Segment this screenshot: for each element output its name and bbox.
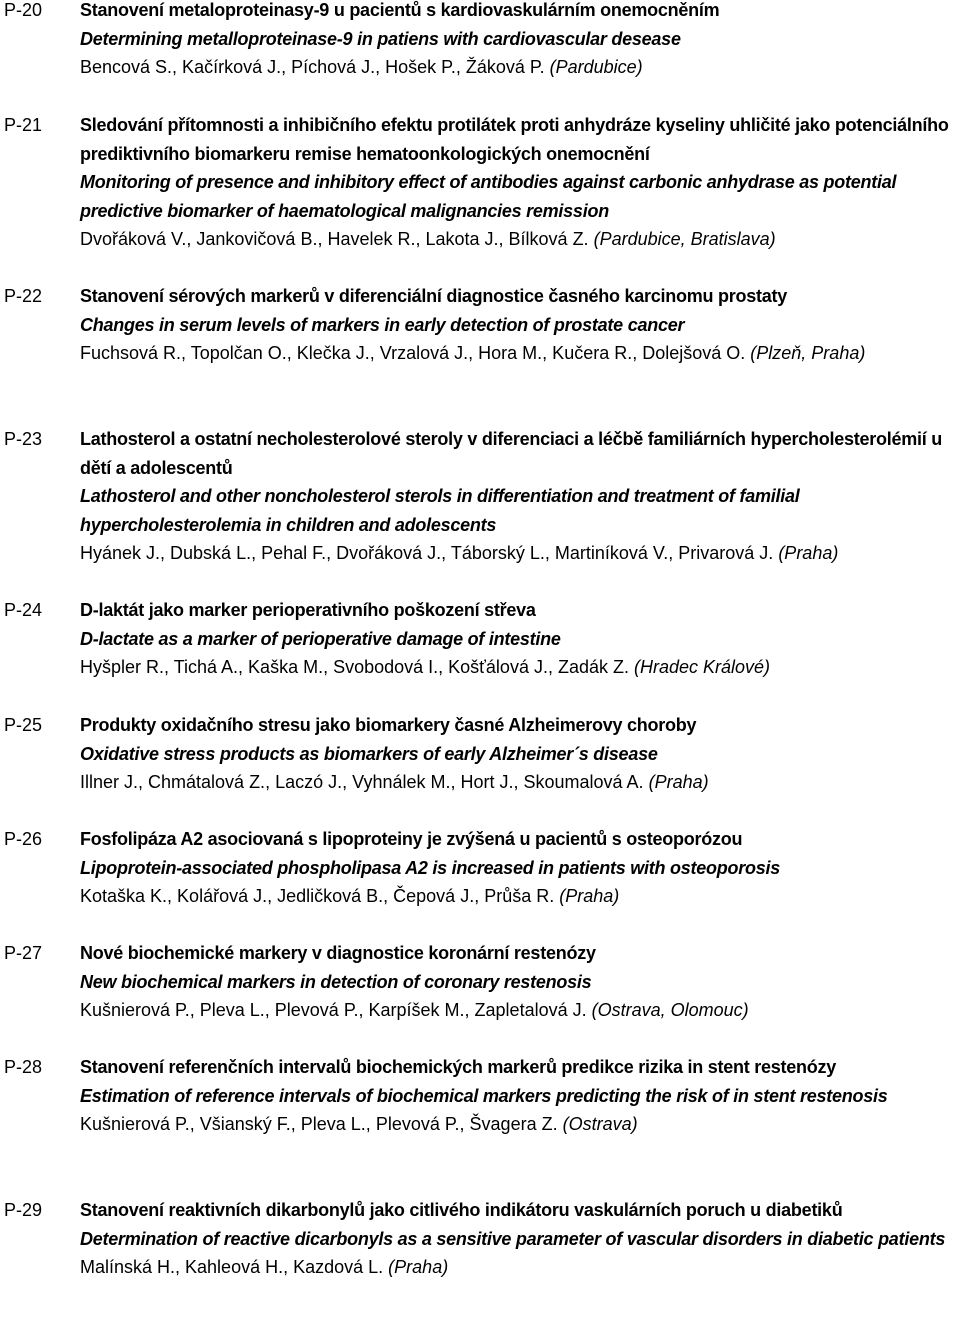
poster-code: P-21 bbox=[4, 115, 43, 135]
poster-place: (Praha) bbox=[559, 886, 620, 907]
poster-authors-line bbox=[80, 653, 960, 682]
poster-authors: Illner J., Chmátalová Z., Laczó J., Vyhnálek M., Hort J., Skoumalová A. bbox=[80, 772, 644, 793]
poster-authors-line bbox=[80, 1253, 960, 1282]
poster-title-en: Oxidative stress products as biomarkers of early Alzheimer´s disease bbox=[80, 743, 658, 764]
poster-place: (Ostrava) bbox=[562, 1114, 638, 1135]
poster-title-cz: Nové biochemické markery v diagnostice koronární restenózy bbox=[80, 943, 596, 963]
poster-title-cz: Stanovení referenčních intervalů biochemických markerů predikce rizika in stent restenózy bbox=[80, 1057, 837, 1077]
poster-code: P-22 bbox=[4, 286, 43, 306]
poster-authors-line bbox=[80, 768, 960, 797]
poster-authors-line bbox=[80, 53, 960, 82]
poster-title-en: Monitoring of presence and inhibitory effect of antibodies against carbonic anhydrase as potential predictive biomarker of haematological malignancies remission bbox=[80, 172, 897, 221]
poster-code: P-28 bbox=[4, 1057, 43, 1077]
poster-title-cz: Stanovení reaktivních dikarbonylů jako citlivého indikátoru vaskulárních poruch u diabetiků bbox=[80, 1200, 843, 1220]
poster-place: (Hradec Králové) bbox=[634, 657, 771, 678]
poster-title-cz: Stanovení sérových markerů v diferenciální diagnostice časného karcinomu prostaty bbox=[80, 286, 788, 306]
poster-authors: Kušnierová P., Všianský F., Pleva L., Plevová P., Švagera Z. bbox=[80, 1114, 558, 1135]
poster-title-en: Lipoprotein-associated phospholipasa A2 is increased in patients with osteoporosis bbox=[80, 857, 780, 878]
poster-authors: Dvořáková V., Jankovičová B., Havelek R., Lakota J., Bílková Z. bbox=[80, 229, 589, 250]
poster-authors: Hyánek J., Dubská L., Pehal F., Dvořáková J., Táborský L., Martiníková V., Privarová J. bbox=[80, 543, 774, 564]
poster-title-en: Determination of reactive dicarbonyls as a sensitive parameter of vascular disorders in diabetic patients bbox=[80, 1228, 946, 1249]
poster-authors-line bbox=[80, 539, 960, 568]
poster-title-cz: Produkty oxidačního stresu jako biomarkery časné Alzheimerovy choroby bbox=[80, 715, 697, 735]
poster-title-en: Estimation of reference intervals of biochemical markers predicting the risk of in stent restenosis bbox=[80, 1085, 888, 1106]
poster-authors-line bbox=[80, 996, 960, 1025]
poster-code: P-26 bbox=[4, 829, 43, 849]
poster-title-cz: Lathosterol a ostatní necholesterolové steroly v diferenciaci a léčbě familiárních hypercholesterolémií u dětí a adolescentů bbox=[80, 429, 943, 478]
poster-code: P-20 bbox=[4, 0, 43, 20]
poster-title-en: Changes in serum levels of markers in early detection of prostate cancer bbox=[80, 314, 685, 335]
poster-place: (Ostrava, Olomouc) bbox=[591, 1000, 749, 1021]
poster-title-en: D-lactate as a marker of perioperative damage of intestine bbox=[80, 628, 561, 649]
poster-title-cz: Sledování přítomnosti a inhibičního efektu protilátek proti anhydráze kyseliny uhličité jako potenciálního prediktivního biomarkeru remise hematoonkologických onemocnění bbox=[80, 115, 949, 164]
poster-place: (Praha) bbox=[648, 772, 709, 793]
poster-authors: Fuchsová R., Topolčan O., Klečka J., Vrzalová J., Hora M., Kučera R., Dolejšová O. bbox=[80, 343, 746, 364]
poster-title-cz: Fosfolipáza A2 asociovaná s lipoproteiny je zvýšená u pacientů s osteoporózou bbox=[80, 829, 743, 849]
poster-code: P-25 bbox=[4, 715, 43, 735]
poster-authors: Hyšpler R., Tichá A., Kaška M., Svobodová I., Košťálová J., Zadák Z. bbox=[80, 657, 629, 678]
poster-place: (Pardubice, Bratislava) bbox=[593, 229, 776, 250]
poster-title-cz: Stanovení metaloproteinasy-9 u pacientů s kardiovaskulárním onemocněním bbox=[80, 0, 720, 20]
poster-authors: Kušnierová P., Pleva L., Plevová P., Karpíšek M., Zapletalová J. bbox=[80, 1000, 587, 1021]
poster-title-en: Determining metalloproteinase-9 in patiens with cardiovascular desease bbox=[80, 28, 681, 49]
poster-authors: Malínská H., Kahleová H., Kazdová L. bbox=[80, 1257, 384, 1278]
poster-authors: Bencová S., Kačírková J., Píchová J., Hošek P., Žáková P. bbox=[80, 57, 545, 78]
poster-place: (Pardubice) bbox=[549, 57, 643, 78]
poster-code: P-24 bbox=[4, 600, 43, 620]
poster-place: (Praha) bbox=[778, 543, 839, 564]
poster-code: P-29 bbox=[4, 1200, 43, 1220]
poster-title-en: Lathosterol and other noncholesterol sterols in differentiation and treatment of familial hypercholesterolemia in children and adolescents bbox=[80, 486, 800, 535]
poster-code: P-23 bbox=[4, 429, 43, 449]
poster-authors-line bbox=[80, 882, 960, 911]
poster-authors-line bbox=[80, 225, 960, 254]
poster-place: (Praha) bbox=[388, 1257, 449, 1278]
poster-code: P-27 bbox=[4, 943, 43, 963]
poster-authors: Kotaška K., Kolářová J., Jedličková B., Čepová J., Průša R. bbox=[80, 886, 555, 907]
poster-authors-line bbox=[80, 339, 960, 368]
poster-title-en: New biochemical markers in detection of coronary restenosis bbox=[80, 971, 592, 992]
poster-title-cz: D-laktát jako marker perioperativního poškození střeva bbox=[80, 600, 536, 620]
poster-place: (Plzeň, Praha) bbox=[750, 343, 866, 364]
poster-authors-line bbox=[80, 1110, 960, 1139]
